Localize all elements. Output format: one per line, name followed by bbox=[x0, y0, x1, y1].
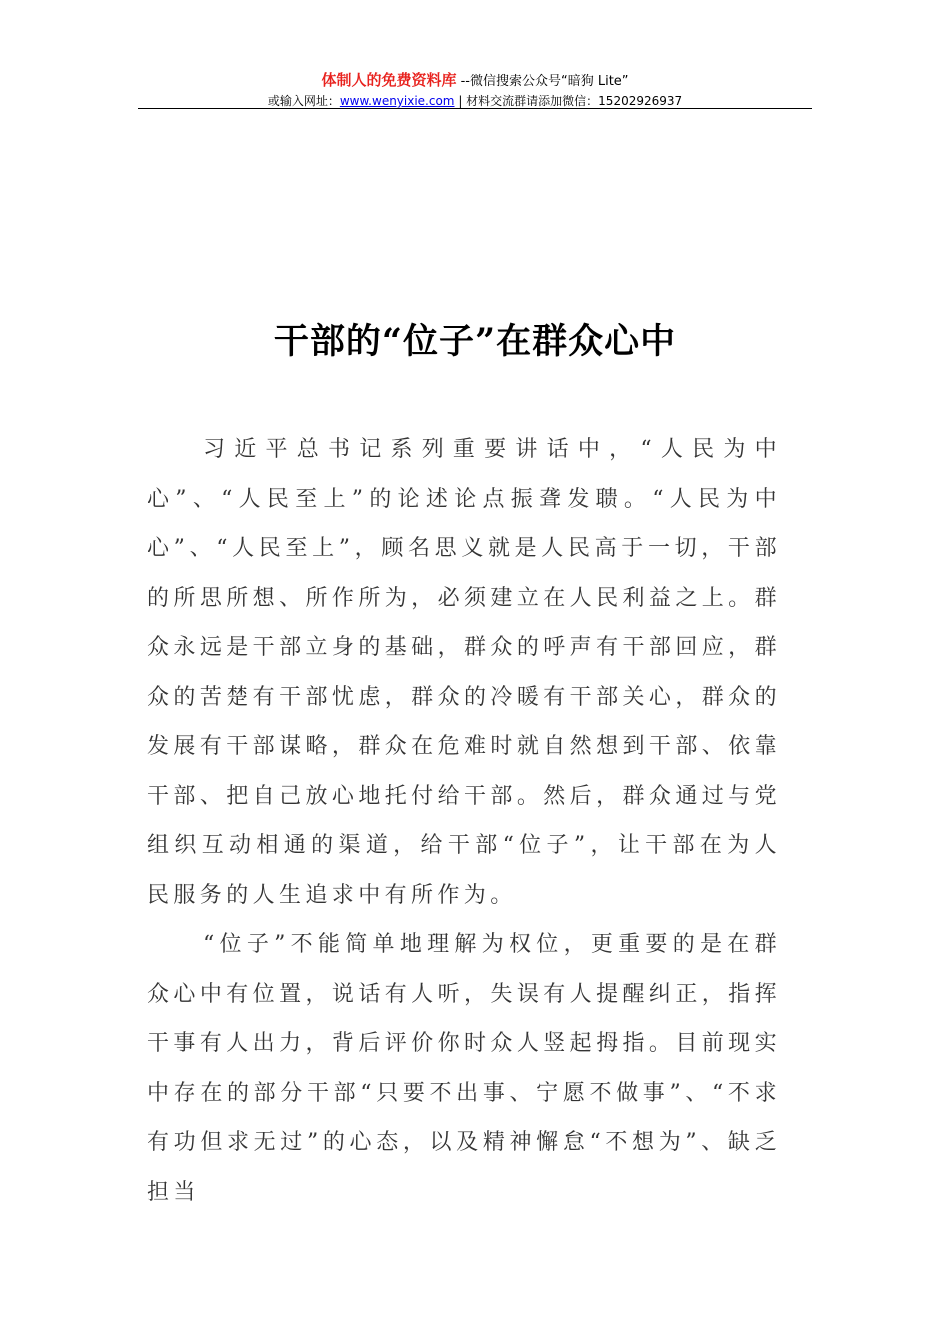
header-line-1 bbox=[138, 70, 812, 92]
document-body bbox=[147, 425, 781, 1217]
header-divider bbox=[138, 108, 812, 109]
header-brand: 体制人的免费资料库 bbox=[321, 71, 457, 89]
header-tagline: --微信搜索公众号“暗狗 Lite” bbox=[456, 74, 629, 89]
document-title: 干部的“位子”在群众心中 bbox=[273, 321, 677, 362]
header-url-prefix: 或输入网址： bbox=[267, 94, 340, 108]
page-header bbox=[138, 70, 812, 110]
paragraph: 习近平总书记系列重要讲话中，“人民为中心”、“人民至上”的论述论点振聋发聩。“人民为中心”、“人民至上”，顾名思义就是人民高于一切，干部的所思所想、所作所为，必须建立在人民利益之上。群众永远是干部立身的基础，群众的呼声有干部回应，群众的苦楚有干部忧虑，群众的冷暖有干部关心，群众的发展有干部谋略，群众在危难时就自然想到干部、依靠干部、把自己放心地托付给干部。然后，群众通过与党组织互动相通的渠道，给干部“位子”，让干部在为人民服务的人生追求中有所作为。 bbox=[147, 437, 781, 908]
paragraph: “位子”不能简单地理解为权位，更重要的是在群众心中有位置，说话有人听，失误有人提醒纠正，指挥干事有人出力，背后评价你时众人竖起拇指。目前现实中存在的部分干部“只要不出事、宁愿不做事”、“不求有功但求无过”的心态，以及精神懈怠“不想为”、缺乏担当 bbox=[147, 932, 781, 1205]
header-contact: | 材料交流群请添加微信：15202926937 bbox=[454, 94, 683, 108]
header-url-link[interactable]: www.wenyixie.com bbox=[339, 94, 455, 108]
